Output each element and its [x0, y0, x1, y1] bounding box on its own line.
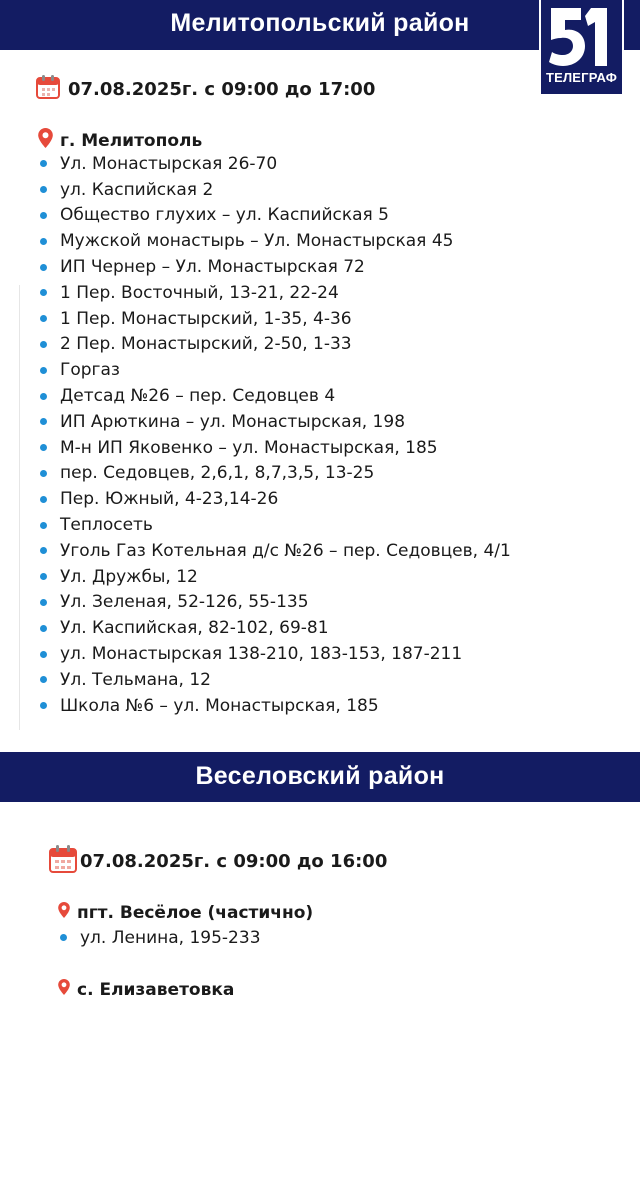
address-text: ул. Монастырская 138-210, 183-153, 187-211: [60, 644, 463, 665]
list-item: [40, 512, 511, 538]
address-text: Пер. Южный, 4-23,14-26: [60, 489, 279, 510]
schedule-date-text: 07.08.2025г. с 09:00 до 17:00: [68, 79, 376, 100]
list-item: [40, 254, 511, 280]
divider-line: [19, 285, 20, 730]
address-text: Уголь Газ Котельная д/с №26 – пер. Седовцев, 4/1: [60, 540, 511, 561]
location-pin-icon: [37, 127, 54, 154]
address-text: Детсад №26 – пер. Седовцев 4: [60, 386, 336, 407]
list-item: [40, 409, 511, 435]
address-text: Школа №6 – ул. Монастырская, 185: [60, 695, 379, 716]
bullet-icon: [40, 599, 47, 606]
bullet-icon: [40, 470, 47, 477]
section-title-veselovsky-district: Веселовский район: [0, 752, 640, 802]
location-melitopol: [37, 127, 202, 154]
location-name: пгт. Весёлое (частично): [77, 902, 314, 923]
bullet-icon: [40, 418, 47, 425]
bullet-icon: [40, 393, 47, 400]
address-text: ул. Ленина, 195-233: [80, 927, 261, 948]
address-text: ул. Каспийская 2: [60, 179, 214, 200]
address-text: 1 Пер. Монастырский, 1-35, 4-36: [60, 308, 352, 329]
schedule-date-text: 07.08.2025г. с 09:00 до 16:00: [80, 851, 388, 872]
list-item: [40, 228, 511, 254]
address-text: Ул. Каспийская, 82-102, 69-81: [60, 618, 329, 639]
address-text: Теплосеть: [60, 515, 153, 536]
address-text: ИП Арюткина – ул. Монастырская, 198: [60, 411, 406, 432]
location-elizavetovka: [57, 978, 234, 1001]
address-text: 1 Пер. Восточный, 13-21, 22-24: [60, 282, 339, 303]
list-item: [40, 486, 511, 512]
list-item: [40, 280, 511, 306]
address-text: ИП Чернер – Ул. Монастырская 72: [60, 257, 365, 278]
bullet-icon: [40, 496, 47, 503]
location-name: г. Мелитополь: [60, 130, 203, 151]
list-item: [40, 538, 511, 564]
bullet-icon: [40, 341, 47, 348]
bullet-icon: [40, 315, 47, 322]
address-list-melitopol: [40, 151, 511, 719]
location-pin-icon: [57, 978, 71, 1001]
bullet-icon: [40, 702, 47, 709]
calendar-icon: [35, 74, 61, 105]
address-text: пер. Седовцев, 2,6,1, 8,7,3,5, 13-25: [60, 463, 375, 484]
logo-51-icon: [541, 0, 626, 70]
address-text: Мужской монастырь – Ул. Монастырская 45: [60, 231, 454, 252]
list-item: [40, 332, 511, 358]
bullet-icon: [40, 289, 47, 296]
schedule-date-veselovsky: [48, 844, 387, 879]
section-title-melitopol-district: Мелитопольский район: [0, 0, 640, 50]
address-text: Ул. Дружбы, 12: [60, 566, 198, 587]
schedule-date-melitopol: [35, 74, 375, 105]
bullet-icon: [40, 547, 47, 554]
location-pin-icon: [57, 901, 71, 924]
location-veseloe: [57, 901, 313, 924]
list-item: [40, 564, 511, 590]
address-text: Ул. Зеленая, 52-126, 55-135: [60, 592, 309, 613]
address-text: Ул. Тельмана, 12: [60, 669, 211, 690]
address-text: Ул. Монастырская 26-70: [60, 153, 278, 174]
bullet-icon: [40, 160, 47, 167]
list-item: [40, 357, 511, 383]
bullet-icon: [40, 573, 47, 580]
list-item: [40, 693, 511, 719]
address-text: 2 Пер. Монастырский, 2-50, 1-33: [60, 334, 352, 355]
list-item: [40, 151, 511, 177]
logo-text: ТЕЛЕГРАФ: [545, 70, 618, 85]
bullet-icon: [40, 444, 47, 451]
calendar-icon: [48, 844, 78, 879]
bullet-icon: [40, 212, 47, 219]
telegraf-logo: [539, 0, 624, 96]
list-item: [40, 590, 511, 616]
list-item: [40, 461, 511, 487]
list-item: [40, 177, 511, 203]
bullet-icon: [60, 934, 67, 941]
location-name: с. Елизаветовка: [77, 979, 235, 1000]
list-item: [40, 383, 511, 409]
address-text: М-н ИП Яковенко – ул. Монастырская, 185: [60, 437, 438, 458]
bullet-icon: [40, 238, 47, 245]
list-item: [60, 925, 261, 951]
bullet-icon: [40, 367, 47, 374]
list-item: [40, 615, 511, 641]
list-item: [40, 306, 511, 332]
bullet-icon: [40, 186, 47, 193]
bullet-icon: [40, 676, 47, 683]
bullet-icon: [40, 651, 47, 658]
bullet-icon: [40, 522, 47, 529]
bullet-icon: [40, 264, 47, 271]
list-item: [40, 667, 511, 693]
address-list-veseloe: [60, 925, 261, 951]
bullet-icon: [40, 625, 47, 632]
list-item: [40, 641, 511, 667]
address-text: Горгаз: [60, 360, 120, 381]
list-item: [40, 435, 511, 461]
list-item: [40, 203, 511, 229]
address-text: Общество глухих – ул. Каспийская 5: [60, 205, 390, 226]
